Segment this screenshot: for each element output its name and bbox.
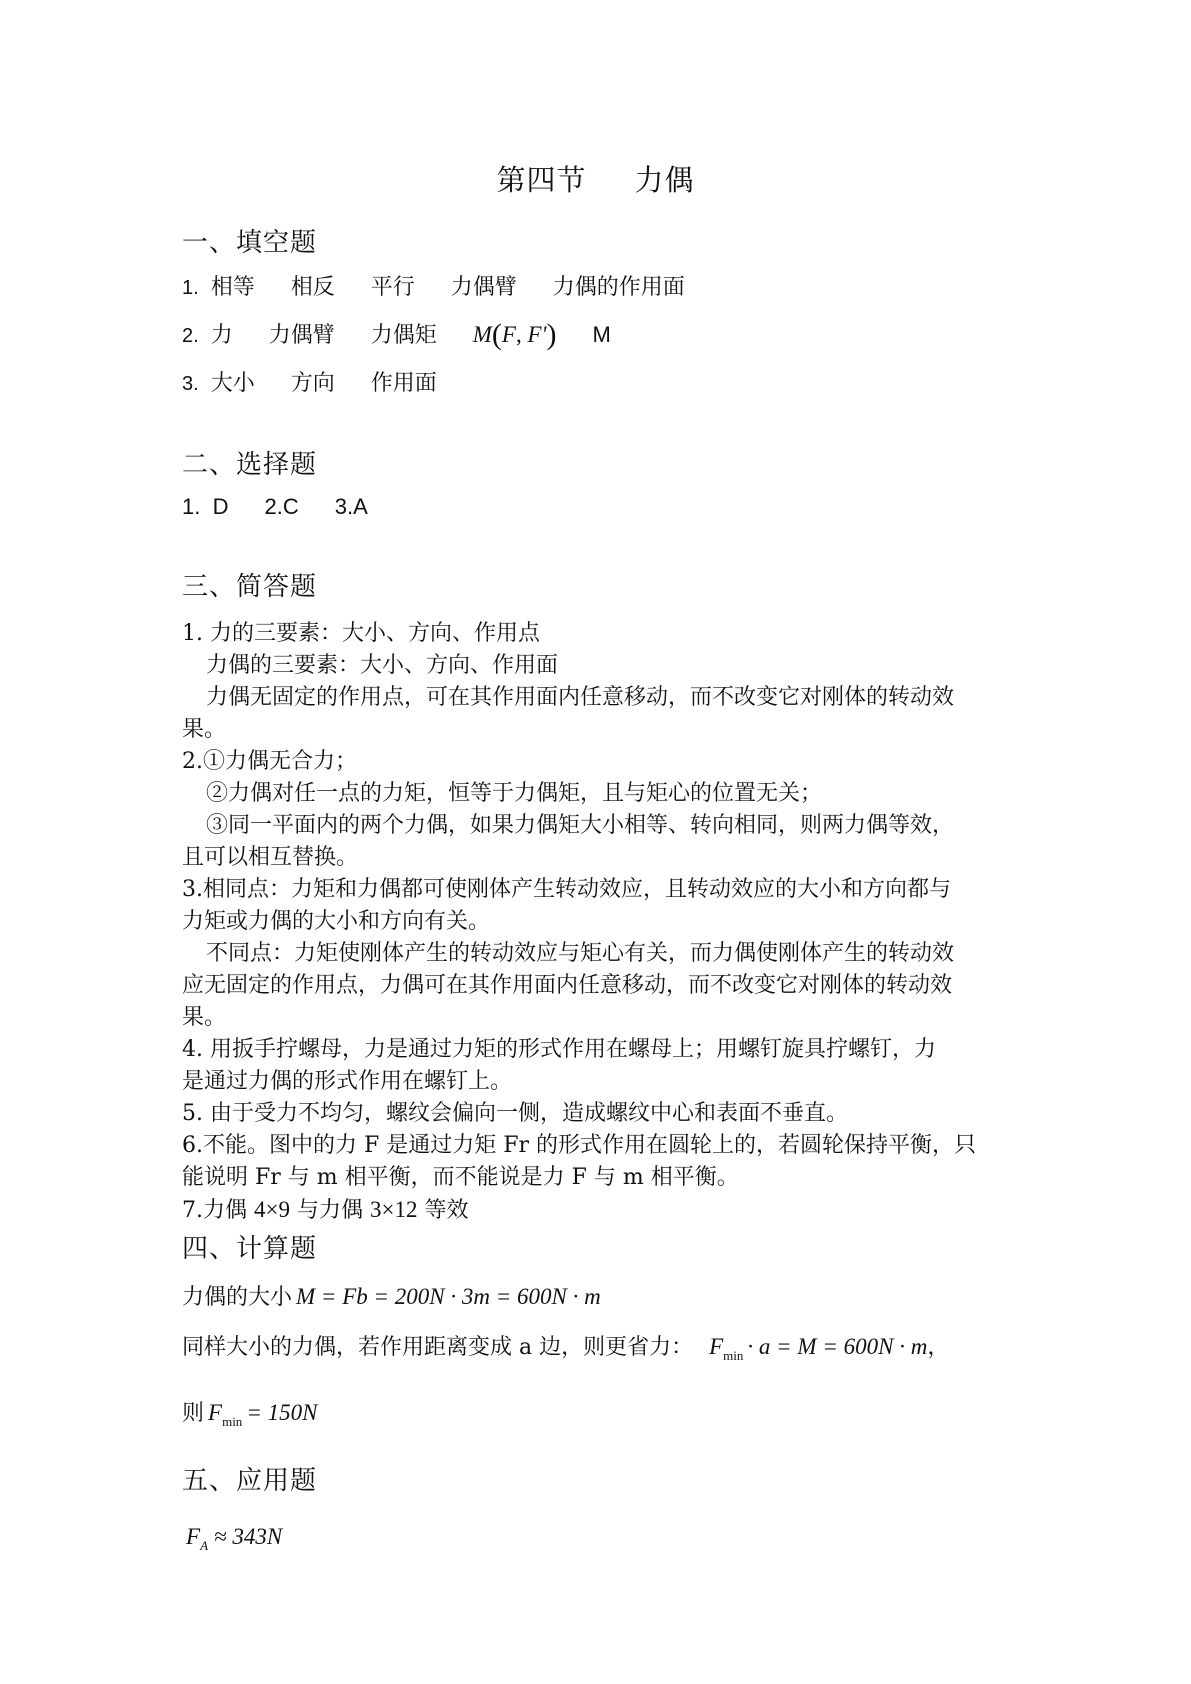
title-section: 第四节 — [496, 163, 587, 197]
heading-application: 五、应用题 — [182, 1466, 318, 1496]
answer-line: 力偶无固定的作用点，可在其作用面内任意移动，而不改变它对刚体的转动效 — [206, 685, 955, 710]
heading-short-answer: 三、简答题 — [182, 572, 318, 602]
answer-line: 力矩或力偶的大小和方向有关。 — [182, 909, 491, 934]
answer-line: 应无固定的作用点，力偶可在其作用面内任意移动，而不改变它对刚体的转动效 — [182, 973, 953, 998]
answer-line: 2.①力偶无合力； — [182, 749, 357, 774]
answer-line: 1. 力的三要素：大小、方向、作用点 — [182, 621, 540, 646]
moment-formula: M(F, F') — [472, 318, 557, 351]
answer-line: 4. 用扳手拧螺母，力是通过力矩的形式作用在螺母上；用螺钉旋具拧螺钉，力 — [182, 1037, 936, 1062]
choice-answers: 1. D 2.C 3.A — [182, 494, 368, 519]
calc-line-3: 则 $F_{min} = 150N$ — [182, 1400, 318, 1429]
heading-multiple-choice: 二、选择题 — [182, 450, 318, 480]
answer-line: 力偶的三要素：大小、方向、作用面 — [206, 653, 559, 678]
calc-line-2: 同样大小的力偶，若作用距离变成 a 边，则更省力： $F_{min} \cdot a = M = 600N \cdot m$， — [182, 1334, 950, 1363]
page-title — [0, 158, 1191, 199]
fill-answer-2: 2. 力 力偶臂 力偶矩 M(F, F') M — [182, 318, 611, 351]
title-topic: 力偶 — [634, 163, 695, 197]
answer-line: 果。 — [182, 717, 227, 742]
calc-formula-1: M = Fb = 200N · 3m = 600N · m — [296, 1284, 601, 1309]
calc-line-1: 力偶的大小 M = Fb = 200N · 3m = 600N · m — [182, 1284, 601, 1310]
answer-line: 且可以相互替换。 — [182, 845, 359, 870]
answer-line: ②力偶对任一点的力矩，恒等于力偶矩，且与矩心的位置无关； — [206, 781, 823, 806]
fill-answer-3: 3. 大小 方向 作用面 — [182, 371, 437, 396]
answer-line: 6.不能。图中的力 F 是通过力矩 Fr 的形式作用在圆轮上的，若圆轮保持平衡，只 — [182, 1133, 977, 1158]
answer-line: 不同点：力矩使刚体产生的转动效应与矩心有关，而力偶使刚体产生的转动效 — [206, 941, 955, 966]
answer-line-7: 7.力偶 4×9 与力偶 3×12 等效 — [182, 1197, 469, 1223]
heading-fill-in: 一、填空题 — [182, 228, 318, 258]
short-answer-body — [182, 618, 1012, 1227]
heading-calculation: 四、计算题 — [182, 1234, 318, 1264]
answer-line: 是通过力偶的形式作用在螺钉上。 — [182, 1069, 513, 1094]
answer-line: 5. 由于受力不均匀，螺纹会偏向一侧，造成螺纹中心和表面不垂直。 — [182, 1101, 848, 1126]
fill-answer-1: 1. 相等 相反 平行 力偶臂 力偶的作用面 — [182, 275, 685, 300]
answer-line: 3.相同点：力矩和力偶都可使刚体产生转动效应，且转动效应的大小和方向都与 — [182, 877, 951, 902]
application-answer: $F_A \approx 343N$ — [186, 1524, 283, 1553]
answer-line: 果。 — [182, 1005, 227, 1030]
answer-line: 能说明 Fr 与 m 相平衡，而不能说是力 F 与 m 相平衡。 — [182, 1165, 739, 1190]
answer-line: ③同一平面内的两个力偶，如果力偶矩大小相等、转向相同，则两力偶等效， — [206, 813, 955, 838]
